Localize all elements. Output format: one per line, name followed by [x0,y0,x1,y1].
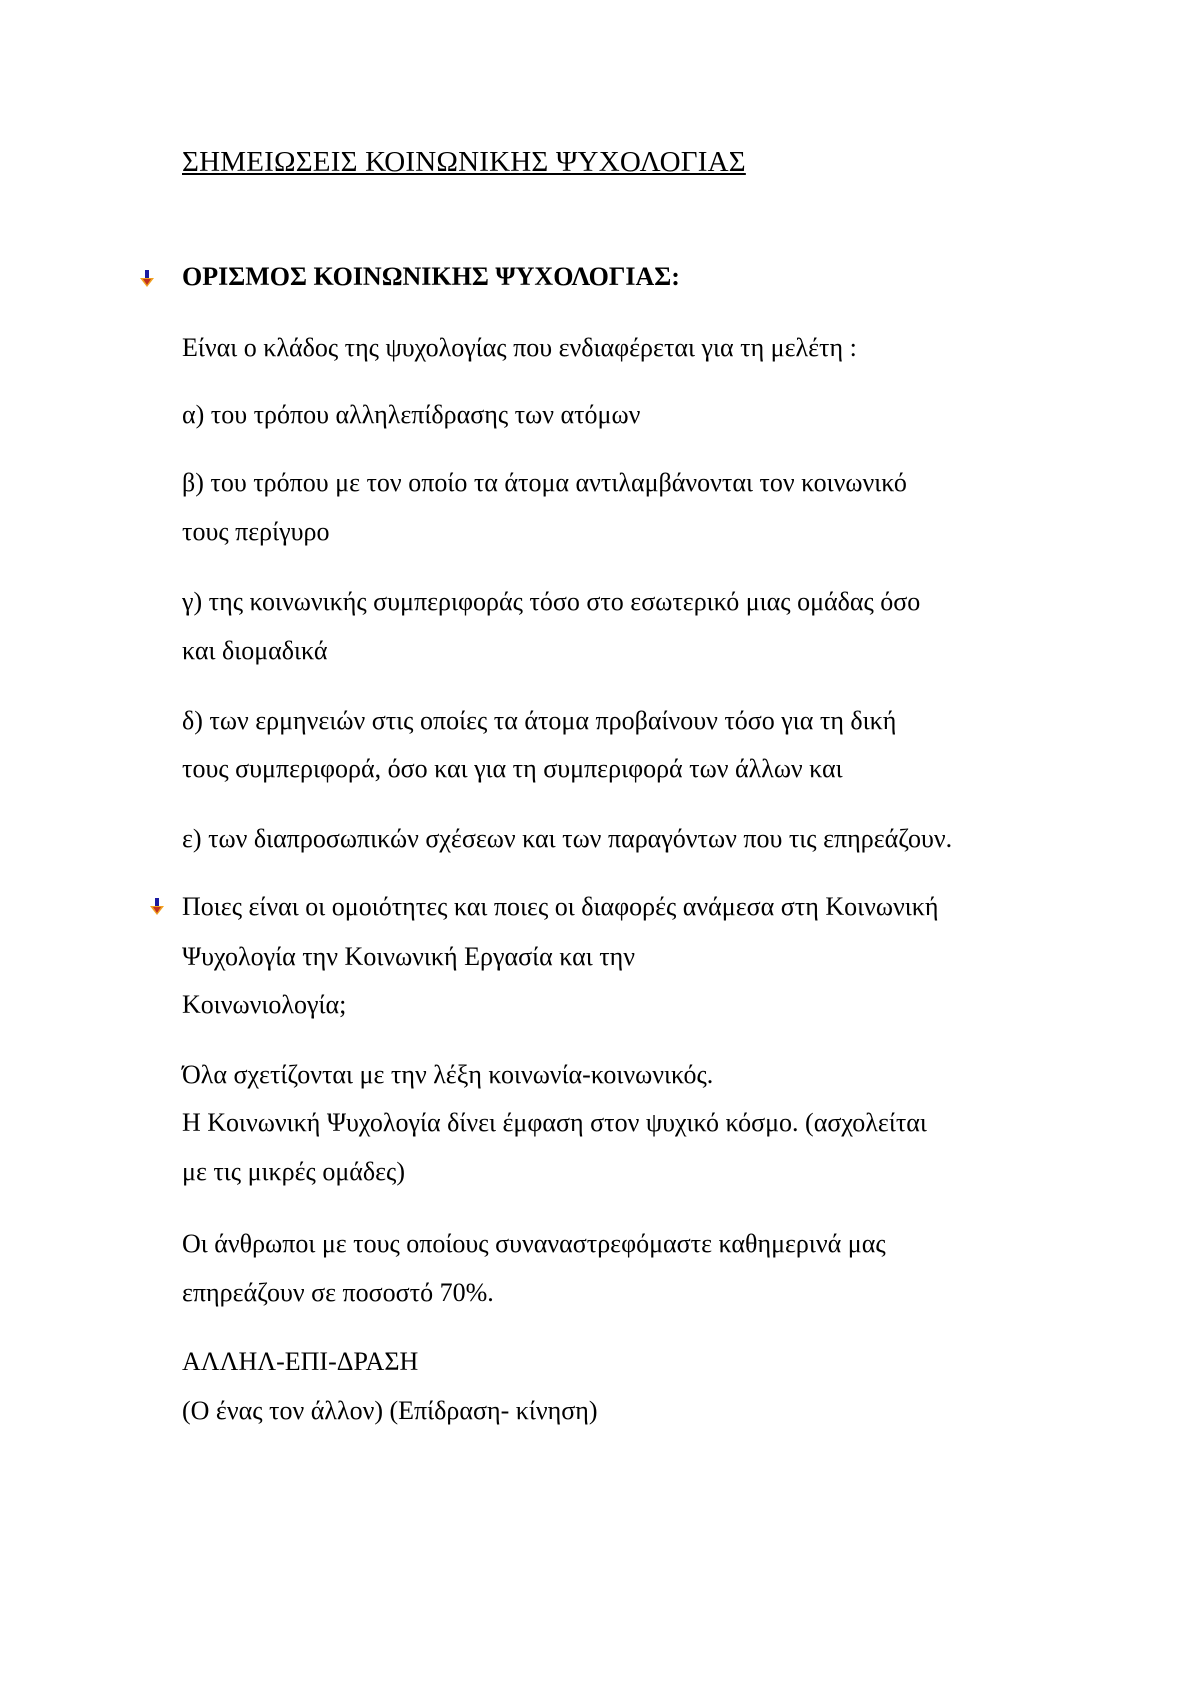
list-item: δ) των ερμηνειών στις οποίες τα άτομα προβαίνουν τόσο για τη δική [182,706,897,735]
list-item-continuation: τους συμπεριφορά, όσο και για τη συμπεριφορά των άλλων και [182,754,843,783]
list-item: β) του τρόπου με τον οποίο τα άτομα αντιλαμβάνονται τον κοινωνικό [182,468,907,497]
etymology-text: ΑΛΛΗΛ-ΕΠΙ-ΔΡΑΣΗ [182,1347,419,1376]
influence-text: επηρεάζουν σε ποσοστό 70%. [182,1278,494,1307]
answer-text: Όλα σχετίζονται με την λέξη κοινωνία-κοινωνικός. [182,1060,714,1089]
influence-text: Οι άνθρωποι με τους οποίους συναναστρεφόμαστε καθημερινά μας [182,1229,886,1258]
etymology-text: (Ο ένας τον άλλον) (Επίδραση- κίνηση) [182,1396,598,1425]
list-item-continuation: τους περίγυρο [182,517,330,546]
question-text: Ποιες είναι οι ομοιότητες και ποιες οι διαφορές ανάμεσα στη Κοινωνική [182,892,939,921]
list-item: ε) των διαπροσωπικών σχέσεων και των παραγόντων που τις επηρεάζουν. [182,824,953,853]
list-item-continuation: και διομαδικά [182,636,328,665]
list-item: α) του τρόπου αλληλεπίδρασης των ατόμων [182,400,641,429]
down-arrow-bullet-icon [140,270,154,288]
section-intro: Είναι ο κλάδος της ψυχολογίας που ενδιαφέρεται για τη μελέτη : [182,333,857,362]
answer-text: με τις μικρές ομάδες) [182,1157,406,1186]
section-heading: ΟΡΙΣΜΟΣ ΚΟΙΝΩΝΙΚΗΣ ΨΥΧΟΛΟΓΙΑΣ: [182,262,680,291]
down-arrow-bullet-icon [150,898,164,916]
question-text: Κοινωνιολογία; [182,990,347,1019]
list-item: γ) της κοινωνικής συμπεριφοράς τόσο στο εσωτερικό μιας ομάδας όσο [182,587,921,616]
answer-text: Η Κοινωνική Ψυχολογία δίνει έμφαση στον ψυχικό κόσμο. (ασχολείται [182,1108,927,1137]
question-text: Ψυχολογία την Κοινωνική Εργασία και την [182,942,636,971]
document-title: ΣΗΜΕΙΩΣΕΙΣ ΚΟΙΝΩΝΙΚΗΣ ΨΥΧΟΛΟΓΙΑΣ [182,146,746,178]
